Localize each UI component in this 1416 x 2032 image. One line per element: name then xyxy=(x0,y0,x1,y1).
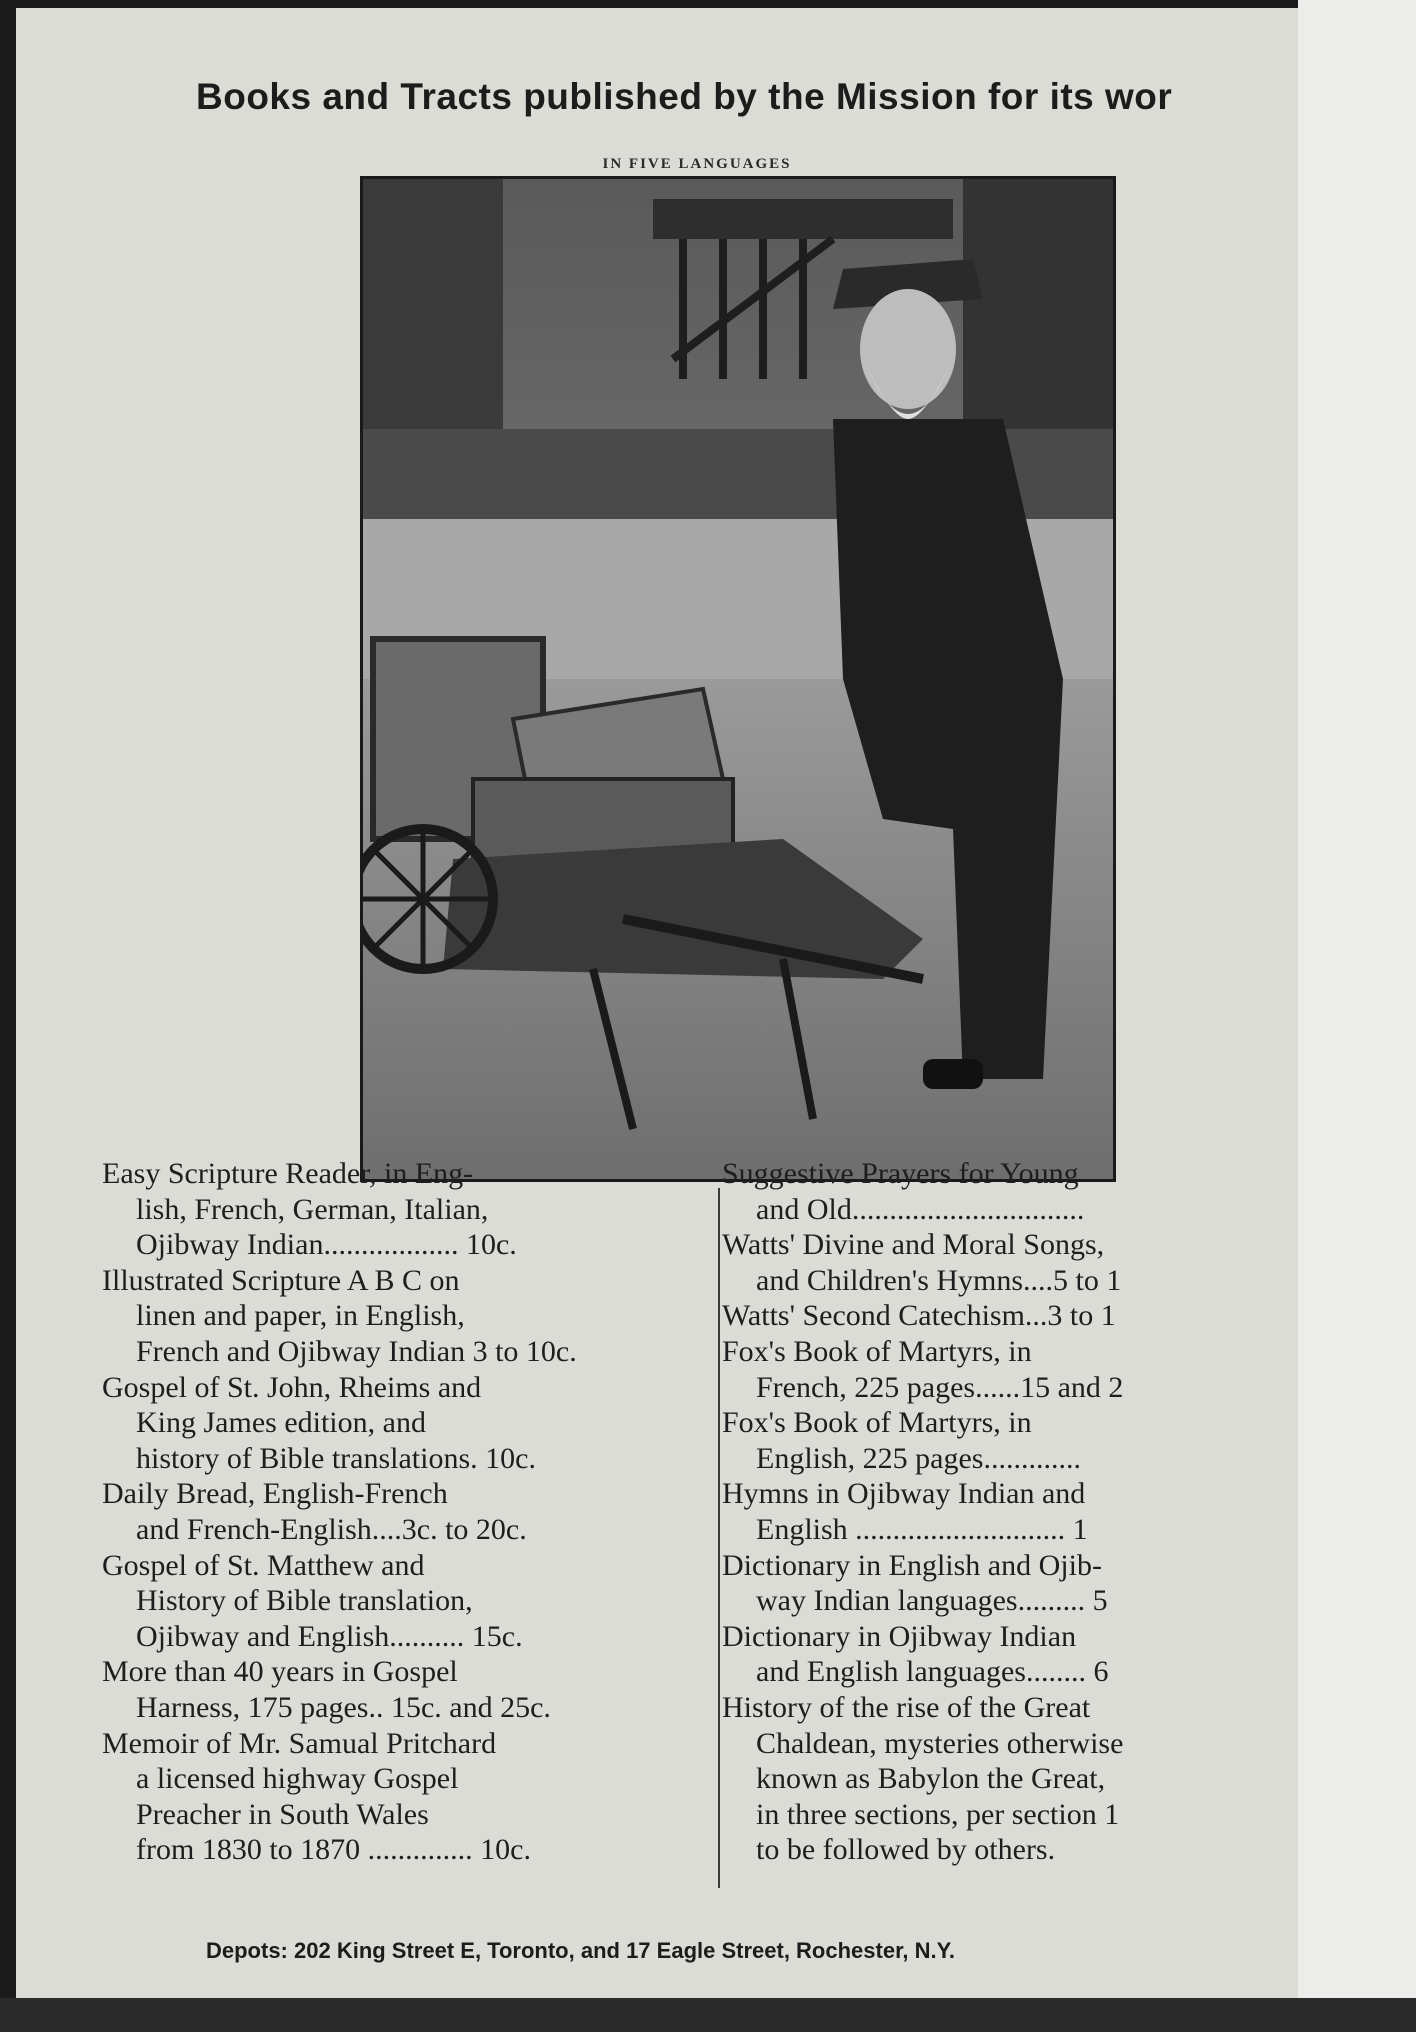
catalog-entry-line: Hymns in Ojibway Indian and xyxy=(722,1477,1086,1511)
catalog-entry xyxy=(102,1476,682,1547)
scan-bottom-edge xyxy=(0,1998,1416,2032)
catalog-entry-line: linen and paper, in English, xyxy=(136,1299,465,1333)
catalog-entry-line: Ojibway Indian.................. 10c. xyxy=(136,1228,517,1262)
catalog-entry-line: Memoir of Mr. Samual Pritchard xyxy=(102,1726,497,1760)
catalog-entry xyxy=(102,1548,682,1655)
catalog-entry-line: King James edition, and xyxy=(136,1406,426,1440)
catalog-entry-line: French, 225 pages......15 and 2 xyxy=(756,1370,1124,1404)
catalog-entry-line: History of Bible translation, xyxy=(136,1584,473,1618)
column-divider xyxy=(718,1188,720,1888)
left-column xyxy=(102,1156,682,1868)
catalog-entry-line: More than 40 years in Gospel xyxy=(102,1655,458,1689)
document-page xyxy=(16,8,1298,1998)
catalog-entry xyxy=(102,1156,682,1263)
photograph-man-with-wheelbarrow-of-books-icon xyxy=(363,179,1113,1179)
catalog-entry-line: Gospel of St. Matthew and xyxy=(102,1548,425,1582)
catalog-entry-line: known as Babylon the Great, xyxy=(756,1762,1106,1796)
catalog-entry-line: Daily Bread, English-French xyxy=(102,1477,448,1511)
catalog-entry xyxy=(722,1156,1282,1227)
catalog-entry xyxy=(722,1405,1282,1476)
catalog-entry xyxy=(722,1334,1282,1405)
catalog-entry-line: French and Ojibway Indian 3 to 10c. xyxy=(136,1334,577,1368)
catalog-entry-line: and English languages........ 6 xyxy=(756,1655,1109,1689)
catalog-entry-line: Dictionary in English and Ojib- xyxy=(722,1548,1102,1582)
footer-depots: Depots: 202 King Street E, Toronto, and 17 Eagle Street, Rochester, N.Y. xyxy=(206,1938,955,1963)
catalog-entry-line: Fox's Book of Martyrs, in xyxy=(722,1406,1032,1440)
catalog-entry xyxy=(722,1548,1282,1619)
catalog-entry-line: Suggestive Prayers for Young xyxy=(722,1157,1079,1190)
scan-margin xyxy=(1298,0,1416,2032)
right-column xyxy=(722,1156,1282,1868)
catalog-entry-line: Dictionary in Ojibway Indian xyxy=(722,1619,1077,1653)
catalog-entry-line: English ............................ 1 xyxy=(756,1512,1088,1546)
catalog-entry xyxy=(102,1654,682,1725)
catalog-entry-line: Gospel of St. John, Rheims and xyxy=(102,1370,482,1404)
catalog-entry-line: Preacher in South Wales xyxy=(136,1797,429,1831)
catalog-entry-line: Harness, 175 pages.. 15c. and 25c. xyxy=(136,1690,551,1724)
catalog-entry-line: and Children's Hymns....5 to 1 xyxy=(756,1263,1122,1297)
catalog-entry xyxy=(102,1726,682,1868)
catalog-entry xyxy=(722,1227,1282,1298)
catalog-entry-line: History of the rise of the Great xyxy=(722,1690,1091,1724)
catalog-entry-line: Chaldean, mysteries otherwise xyxy=(756,1726,1124,1760)
catalog-entry xyxy=(722,1690,1282,1868)
page-subtitle: IN FIVE LANGUAGES xyxy=(602,156,792,172)
catalog-entry-line: Ojibway and English.......... 15c. xyxy=(136,1619,523,1653)
catalog-entry-line: history of Bible translations. 10c. xyxy=(136,1441,536,1475)
catalog-entry-line: and Old............................... xyxy=(756,1192,1085,1226)
catalog-entry xyxy=(102,1370,682,1477)
catalog-entry-line: in three sections, per section 1 xyxy=(756,1797,1120,1831)
catalog-entry-line: lish, French, German, Italian, xyxy=(136,1192,489,1226)
catalog-entry-line: Watts' Divine and Moral Songs, xyxy=(722,1228,1105,1262)
catalog-entry-line: Watts' Second Catechism...3 to 1 xyxy=(722,1299,1116,1333)
catalog-entry-line: Easy Scripture Reader, in Eng- xyxy=(102,1157,474,1190)
catalog-entry-line: a licensed highway Gospel xyxy=(136,1762,459,1796)
catalog-entry-line: English, 225 pages............. xyxy=(756,1441,1081,1475)
catalog-entry-line: to be followed by others. xyxy=(756,1833,1056,1867)
catalog-entry xyxy=(722,1476,1282,1547)
catalog-entry-line: and French-English....3c. to 20c. xyxy=(136,1512,527,1546)
catalog-entry xyxy=(722,1298,1282,1334)
catalog-entry-line: Fox's Book of Martyrs, in xyxy=(722,1334,1032,1368)
catalog-entry-line: Illustrated Scripture A B C on xyxy=(102,1263,460,1297)
catalog-entry-line: from 1830 to 1870 .............. 10c. xyxy=(136,1833,531,1867)
catalog-entry-line: way Indian languages......... 5 xyxy=(756,1584,1108,1618)
photograph xyxy=(360,176,1116,1182)
catalog-entry xyxy=(102,1263,682,1370)
page-title: Books and Tracts published by the Mission for its wor xyxy=(196,76,1173,117)
catalog-entry xyxy=(722,1619,1282,1690)
